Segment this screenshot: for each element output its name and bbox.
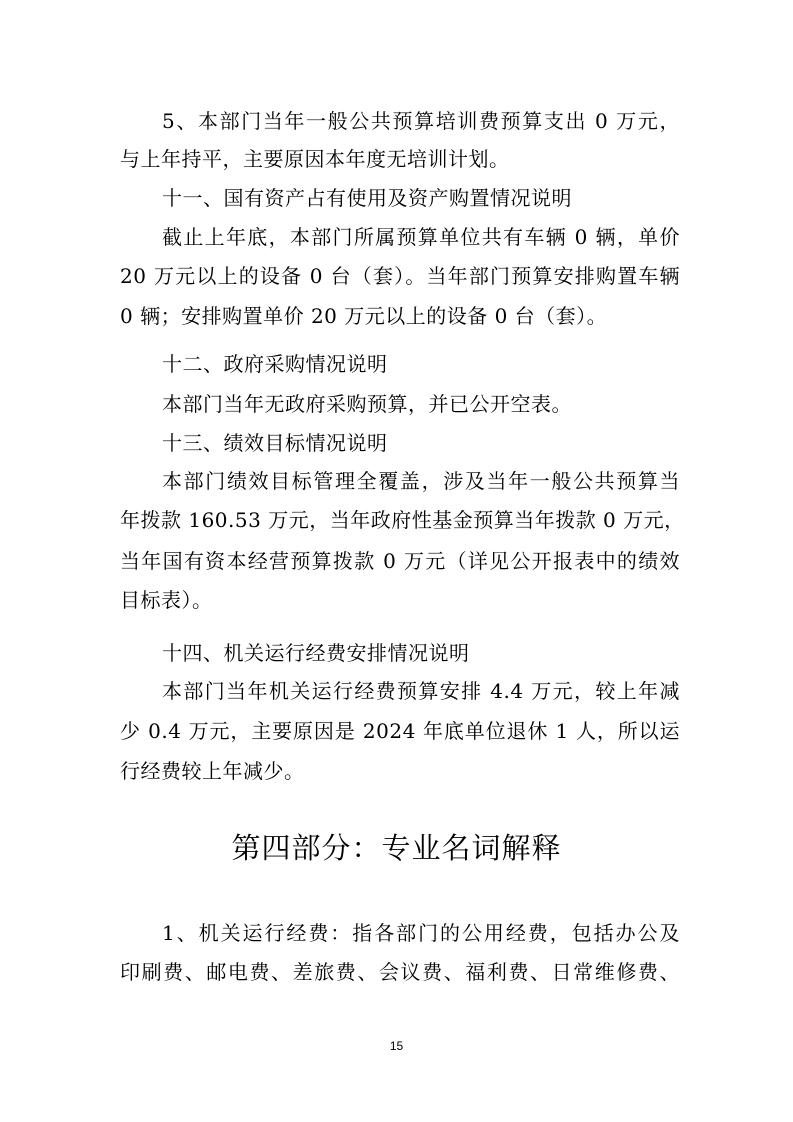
paragraph-performance-line-4: 目标表）。 bbox=[120, 588, 213, 612]
paragraph-performance-line-1: 本部门绩效目标管理全覆盖，涉及当年一般公共预算当 bbox=[162, 469, 680, 493]
paragraph-glossary-line-2: 印刷费、邮电费、差旅费、会议费、福利费、日常维修费、 bbox=[120, 960, 680, 984]
paragraph-operating-cost-line-3: 行经费较上年减少。 bbox=[120, 759, 305, 783]
paragraph-training-line-2: 与上年持平，主要原因本年度无培训计划。 bbox=[120, 147, 510, 171]
paragraph-operating-cost-line-2: 少 0.4 万元，主要原因是 2024 年底单位退休 1 人，所以运 bbox=[120, 719, 680, 743]
paragraph-procurement-line-1: 本部门当年无政府采购预算，并已公开空表。 bbox=[162, 392, 572, 416]
paragraph-performance-line-3: 当年国有资本经营预算拨款 0 万元（详见公开报表中的绩效 bbox=[120, 549, 680, 573]
paragraph-operating-cost-line-1: 本部门当年机关运行经费预算安排 4.4 万元，较上年减 bbox=[162, 679, 680, 703]
heading-section-12: 十二、政府采购情况说明 bbox=[162, 352, 388, 376]
heading-section-11: 十一、国有资产占有使用及资产购置情况说明 bbox=[162, 186, 572, 210]
heading-section-13: 十三、绩效目标情况说明 bbox=[162, 431, 388, 455]
paragraph-glossary-line-1: 1、机关运行经费：指各部门的公用经费，包括办公及 bbox=[162, 921, 680, 945]
heading-section-14: 十四、机关运行经费安排情况说明 bbox=[162, 641, 470, 665]
part-four-title: 第四部分：专业名词解释 bbox=[231, 831, 562, 865]
paragraph-performance-line-2: 年拨款 160.53 万元，当年政府性基金预算当年拨款 0 万元， bbox=[120, 508, 685, 532]
page-number: 15 bbox=[389, 1039, 404, 1053]
paragraph-assets-line-1: 截止上年底，本部门所属预算单位共有车辆 0 辆，单价 bbox=[162, 225, 680, 249]
paragraph-assets-line-2: 20 万元以上的设备 0 台（套）。当年部门预算安排购置车辆 bbox=[120, 264, 680, 288]
paragraph-assets-line-3: 0 辆；安排购置单价 20 万元以上的设备 0 台（套）。 bbox=[120, 304, 608, 328]
paragraph-training-line-1: 5、本部门当年一般公共预算培训费预算支出 0 万元， bbox=[162, 109, 680, 133]
